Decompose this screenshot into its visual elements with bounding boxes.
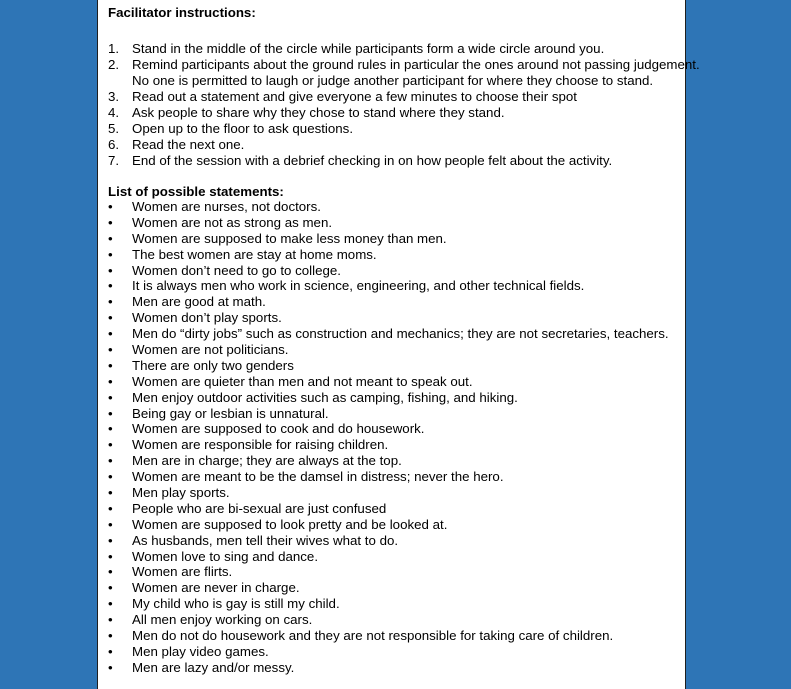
- bullet-icon: •: [108, 389, 113, 405]
- bullet-icon: •: [108, 659, 113, 675]
- bullet-icon: •: [108, 516, 113, 532]
- statement-text: Men do “dirty jobs” such as construction and mechanics; they are not secretaries, teachers.: [132, 326, 669, 342]
- instruction-item: [98, 153, 685, 169]
- statement-item: [98, 517, 685, 533]
- facilitator-heading: Facilitator instructions:: [108, 5, 256, 20]
- statement-item: [98, 406, 685, 422]
- statement-text: As husbands, men tell their wives what to do.: [132, 532, 399, 548]
- statements-list: [98, 199, 685, 676]
- statement-text: Men are good at math.: [132, 294, 266, 310]
- statement-item: [98, 278, 685, 294]
- instruction-item: [98, 121, 685, 137]
- statement-text: Men do not do housework and they are not responsible for taking care of children.: [132, 628, 614, 644]
- bullet-icon: •: [108, 469, 113, 485]
- bullet-icon: •: [108, 342, 113, 358]
- statement-text: There are only two genders: [132, 357, 294, 373]
- statement-text: Women don’t need to go to college.: [132, 262, 341, 278]
- instruction-item: [98, 57, 700, 89]
- statement-text: Women love to sing and dance.: [132, 548, 319, 564]
- statement-text: My child who is gay is still my child.: [132, 596, 340, 612]
- step-number: 2.: [108, 57, 120, 72]
- statement-item: [98, 310, 685, 326]
- statement-item: [98, 215, 685, 231]
- step-text: Read the next one.: [132, 137, 245, 152]
- bullet-icon: •: [108, 357, 113, 373]
- statement-text: Women are nurses, not doctors.: [132, 199, 321, 214]
- step-text: Stand in the middle of the circle while participants form a wide circle around you.: [132, 41, 605, 56]
- statement-item: [98, 437, 685, 453]
- step-number: 6.: [108, 137, 120, 152]
- bullet-icon: •: [108, 564, 113, 580]
- statement-item: [98, 326, 685, 342]
- step-text: Remind participants about the ground rules in particular the ones around not passing judgement. No one is permitted to laugh or judge another participant for where they choose to stand.: [132, 57, 700, 88]
- statement-text: Women are responsible for raising children.: [132, 437, 389, 453]
- statement-text: Women are supposed to look pretty and be looked at.: [132, 516, 448, 532]
- statement-item: [98, 374, 685, 390]
- statement-text: Men are lazy and/or messy.: [132, 659, 295, 675]
- step-number: 7.: [108, 153, 120, 168]
- statement-text: Men play video games.: [132, 643, 269, 659]
- bullet-icon: •: [108, 230, 113, 246]
- statement-item: [98, 453, 685, 469]
- statement-item: [98, 580, 685, 596]
- instruction-item: [98, 41, 685, 57]
- statement-text: Men are in charge; they are always at the top.: [132, 453, 402, 469]
- statement-item: [98, 612, 685, 628]
- bullet-icon: •: [108, 199, 113, 214]
- statement-text: Women are supposed to cook and do housework.: [132, 421, 425, 437]
- statement-item: [98, 628, 685, 644]
- statement-text: People who are bi-sexual are just confused: [132, 500, 387, 516]
- bullet-icon: •: [108, 246, 113, 262]
- instructions-list: [98, 41, 700, 169]
- bullet-icon: •: [108, 421, 113, 437]
- statement-item: [98, 533, 685, 549]
- statement-text: Women are quieter than men and not meant to speak out.: [132, 373, 473, 389]
- statement-text: Women are not politicians.: [132, 342, 289, 358]
- statement-text: Men enjoy outdoor activities such as camping, fishing, and hiking.: [132, 389, 518, 405]
- bullet-icon: •: [108, 262, 113, 278]
- bullet-icon: •: [108, 214, 113, 230]
- statement-text: All men enjoy working on cars.: [132, 612, 313, 628]
- statement-item: [98, 247, 685, 263]
- step-number: 4.: [108, 105, 120, 120]
- bullet-icon: •: [108, 373, 113, 389]
- document-page: [97, 0, 700, 689]
- statement-item: [98, 644, 685, 660]
- statement-text: Women are never in charge.: [132, 580, 300, 596]
- statement-item: [98, 263, 685, 279]
- bullet-icon: •: [108, 532, 113, 548]
- statement-text: Women are supposed to make less money than men.: [132, 230, 447, 246]
- statement-item: [98, 294, 685, 310]
- step-text: End of the session with a debrief checking in on how people felt about the activity.: [132, 153, 613, 168]
- statement-text: Men play sports.: [132, 485, 230, 501]
- statement-item: [98, 485, 685, 501]
- step-number: 5.: [108, 121, 120, 136]
- bullet-icon: •: [108, 500, 113, 516]
- statement-item: [98, 358, 685, 374]
- bullet-icon: •: [108, 278, 113, 294]
- statement-text: Women are not as strong as men.: [132, 214, 333, 230]
- bullet-icon: •: [108, 612, 113, 628]
- step-text: Ask people to share why they chose to stand where they stand.: [132, 105, 505, 120]
- bullet-icon: •: [108, 437, 113, 453]
- statement-text: Women are meant to be the damsel in distress; never the hero.: [132, 469, 504, 485]
- step-number: 1.: [108, 41, 120, 56]
- bullet-icon: •: [108, 643, 113, 659]
- bullet-icon: •: [108, 596, 113, 612]
- statement-item: [98, 501, 685, 517]
- statement-text: Being gay or lesbian is unnatural.: [132, 405, 329, 421]
- bullet-icon: •: [108, 326, 113, 342]
- statement-item: [98, 660, 685, 676]
- statement-item: [98, 549, 685, 565]
- step-number: 3.: [108, 89, 120, 104]
- instruction-item: [98, 89, 685, 105]
- bullet-icon: •: [108, 485, 113, 501]
- statements-heading: List of possible statements:: [108, 184, 284, 199]
- statement-item: [98, 421, 685, 437]
- step-text: Read out a statement and give everyone a few minutes to choose their spot: [132, 89, 577, 104]
- bullet-icon: •: [108, 580, 113, 596]
- statement-text: Women are flirts.: [132, 564, 233, 580]
- statement-item: [98, 231, 685, 247]
- bullet-icon: •: [108, 548, 113, 564]
- statement-text: Women don’t play sports.: [132, 310, 282, 326]
- statement-item: [98, 469, 685, 485]
- statement-item: [98, 564, 685, 580]
- bullet-icon: •: [108, 405, 113, 421]
- step-text: Open up to the floor to ask questions.: [132, 121, 354, 136]
- statement-item: [98, 390, 685, 406]
- bullet-icon: •: [108, 294, 113, 310]
- instruction-item: [98, 105, 685, 121]
- bullet-icon: •: [108, 453, 113, 469]
- statement-text: It is always men who work in science, engineering, and other technical fields.: [132, 278, 585, 294]
- instruction-item: [98, 137, 685, 153]
- statement-text: The best women are stay at home moms.: [132, 246, 377, 262]
- statement-item: [98, 199, 685, 215]
- statement-item: [98, 596, 685, 612]
- statement-item: [98, 342, 685, 358]
- bullet-icon: •: [108, 310, 113, 326]
- bullet-icon: •: [108, 628, 113, 644]
